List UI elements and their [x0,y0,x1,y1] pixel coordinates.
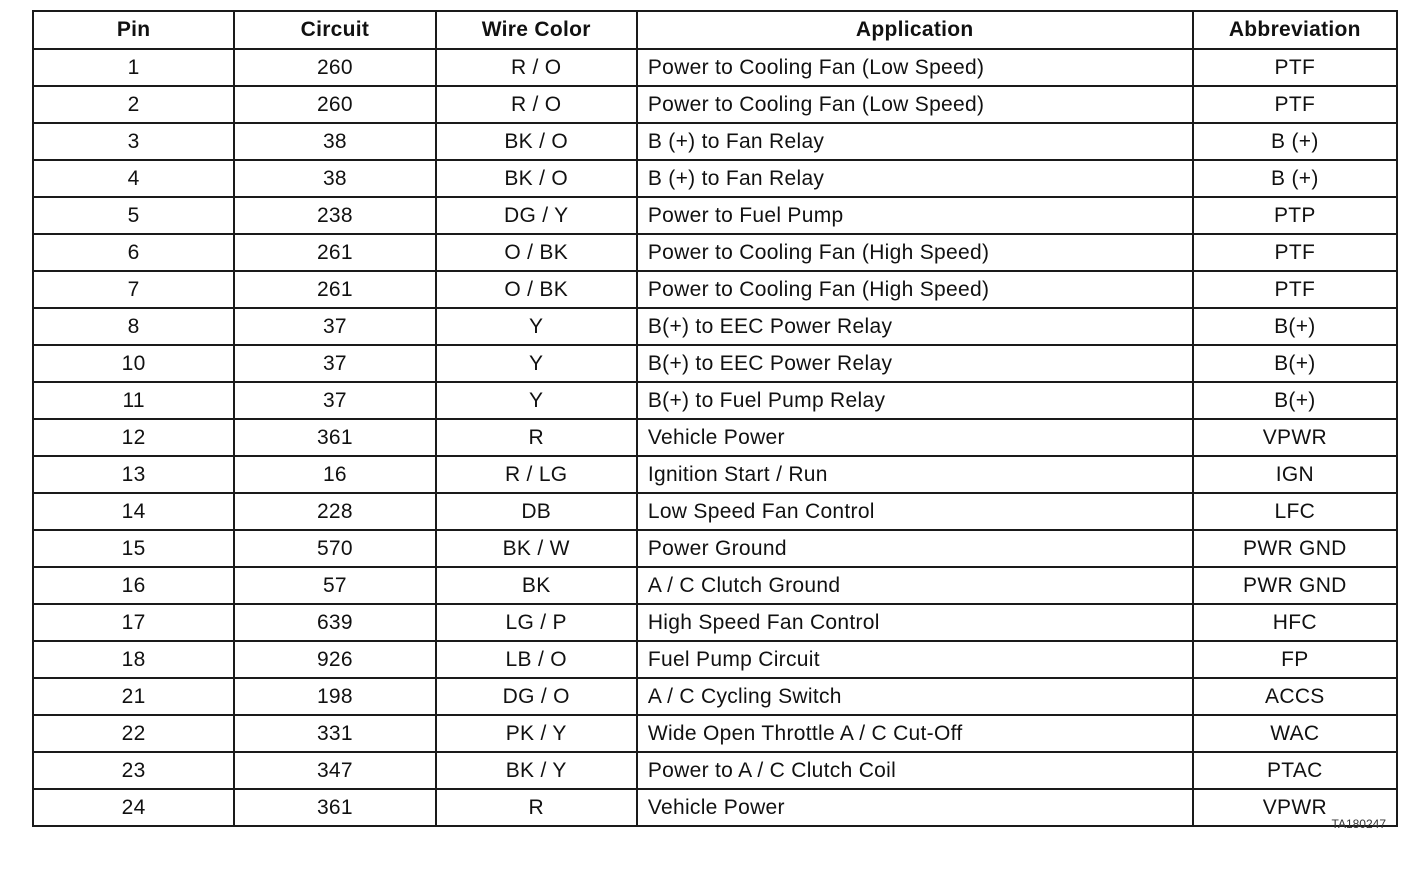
cell-wire-color: BK / O [436,160,637,197]
cell-abbreviation: IGN [1193,456,1397,493]
table-row [33,271,1397,308]
pin-circuit-table [32,10,1398,827]
cell-pin: 21 [33,678,234,715]
cell-circuit: 926 [234,641,435,678]
cell-wire-color: BK / Y [436,752,637,789]
cell-circuit: 238 [234,197,435,234]
cell-abbreviation: B(+) [1193,345,1397,382]
cell-abbreviation: PTF [1193,49,1397,86]
table-row [33,641,1397,678]
cell-circuit: 38 [234,160,435,197]
cell-pin: 4 [33,160,234,197]
cell-abbreviation: WAC [1193,715,1397,752]
cell-application: B(+) to EEC Power Relay [637,308,1193,345]
cell-application: Fuel Pump Circuit [637,641,1193,678]
cell-circuit: 261 [234,234,435,271]
table-row [33,86,1397,123]
cell-application: High Speed Fan Control [637,604,1193,641]
table-row [33,715,1397,752]
cell-wire-color: LG / P [436,604,637,641]
table-row [33,752,1397,789]
cell-abbreviation: PWR GND [1193,567,1397,604]
cell-pin: 6 [33,234,234,271]
table-row [33,604,1397,641]
cell-pin: 23 [33,752,234,789]
table-row [33,419,1397,456]
table-row [33,493,1397,530]
cell-abbreviation: VPWR [1193,419,1397,456]
cell-circuit: 37 [234,382,435,419]
cell-circuit: 361 [234,789,435,826]
table-row [33,382,1397,419]
cell-abbreviation: ACCS [1193,678,1397,715]
cell-pin: 22 [33,715,234,752]
cell-pin: 13 [33,456,234,493]
cell-circuit: 37 [234,345,435,382]
table-row [33,567,1397,604]
cell-application: A / C Clutch Ground [637,567,1193,604]
cell-circuit: 260 [234,49,435,86]
cell-pin: 11 [33,382,234,419]
cell-circuit: 261 [234,271,435,308]
cell-application: Vehicle Power [637,789,1193,826]
cell-abbreviation: B(+) [1193,308,1397,345]
cell-application: Power to Fuel Pump [637,197,1193,234]
cell-wire-color: BK [436,567,637,604]
cell-application: B(+) to Fuel Pump Relay [637,382,1193,419]
cell-wire-color: BK / O [436,123,637,160]
table-row [33,160,1397,197]
cell-abbreviation: PTP [1193,197,1397,234]
table-row [33,456,1397,493]
cell-application: Power to A / C Clutch Coil [637,752,1193,789]
cell-abbreviation: VPWR [1193,789,1397,826]
header-abbreviation: Abbreviation [1193,11,1397,49]
cell-wire-color: R [436,419,637,456]
cell-abbreviation: B (+) [1193,160,1397,197]
cell-pin: 18 [33,641,234,678]
cell-wire-color: DG / O [436,678,637,715]
cell-wire-color: O / BK [436,271,637,308]
cell-wire-color: DG / Y [436,197,637,234]
cell-pin: 15 [33,530,234,567]
figure-code: TA180247 [1331,817,1386,831]
cell-circuit: 198 [234,678,435,715]
cell-application: Ignition Start / Run [637,456,1193,493]
cell-application: Low Speed Fan Control [637,493,1193,530]
table-row [33,345,1397,382]
cell-application: B (+) to Fan Relay [637,123,1193,160]
cell-pin: 1 [33,49,234,86]
table-body [33,49,1397,826]
table-row [33,123,1397,160]
cell-circuit: 570 [234,530,435,567]
header-pin: Pin [33,11,234,49]
cell-wire-color: Y [436,382,637,419]
cell-abbreviation: PTF [1193,234,1397,271]
cell-circuit: 260 [234,86,435,123]
cell-wire-color: O / BK [436,234,637,271]
cell-wire-color: R [436,789,637,826]
cell-application: Power to Cooling Fan (Low Speed) [637,49,1193,86]
cell-application: Power Ground [637,530,1193,567]
table-row [33,197,1397,234]
cell-application: Wide Open Throttle A / C Cut-Off [637,715,1193,752]
table-row [33,49,1397,86]
cell-abbreviation: PWR GND [1193,530,1397,567]
cell-circuit: 38 [234,123,435,160]
cell-wire-color: Y [436,308,637,345]
cell-circuit: 331 [234,715,435,752]
cell-abbreviation: PTAC [1193,752,1397,789]
cell-abbreviation: B (+) [1193,123,1397,160]
cell-pin: 2 [33,86,234,123]
cell-pin: 24 [33,789,234,826]
cell-abbreviation: PTF [1193,271,1397,308]
table-row [33,308,1397,345]
cell-application: Power to Cooling Fan (Low Speed) [637,86,1193,123]
cell-abbreviation: PTF [1193,86,1397,123]
cell-pin: 12 [33,419,234,456]
cell-pin: 14 [33,493,234,530]
cell-abbreviation: B(+) [1193,382,1397,419]
cell-application: Power to Cooling Fan (High Speed) [637,271,1193,308]
table-row [33,789,1397,826]
cell-pin: 16 [33,567,234,604]
cell-wire-color: R / O [436,49,637,86]
cell-pin: 7 [33,271,234,308]
cell-pin: 10 [33,345,234,382]
table-header-row [33,11,1397,49]
cell-circuit: 57 [234,567,435,604]
cell-circuit: 347 [234,752,435,789]
header-application: Application [637,11,1193,49]
header-wire-color: Wire Color [436,11,637,49]
cell-circuit: 639 [234,604,435,641]
cell-wire-color: R / LG [436,456,637,493]
header-circuit: Circuit [234,11,435,49]
table-row [33,530,1397,567]
cell-abbreviation: FP [1193,641,1397,678]
table-row [33,678,1397,715]
cell-wire-color: BK / W [436,530,637,567]
cell-application: B (+) to Fan Relay [637,160,1193,197]
cell-wire-color: R / O [436,86,637,123]
cell-application: Vehicle Power [637,419,1193,456]
cell-wire-color: LB / O [436,641,637,678]
cell-circuit: 37 [234,308,435,345]
cell-application: B(+) to EEC Power Relay [637,345,1193,382]
pin-table-container [32,10,1398,831]
cell-abbreviation: LFC [1193,493,1397,530]
cell-pin: 3 [33,123,234,160]
cell-wire-color: DB [436,493,637,530]
cell-abbreviation: HFC [1193,604,1397,641]
cell-pin: 8 [33,308,234,345]
cell-application: A / C Cycling Switch [637,678,1193,715]
cell-circuit: 228 [234,493,435,530]
cell-wire-color: PK / Y [436,715,637,752]
cell-application: Power to Cooling Fan (High Speed) [637,234,1193,271]
cell-pin: 17 [33,604,234,641]
cell-pin: 5 [33,197,234,234]
table-row [33,234,1397,271]
cell-circuit: 16 [234,456,435,493]
cell-wire-color: Y [436,345,637,382]
cell-circuit: 361 [234,419,435,456]
